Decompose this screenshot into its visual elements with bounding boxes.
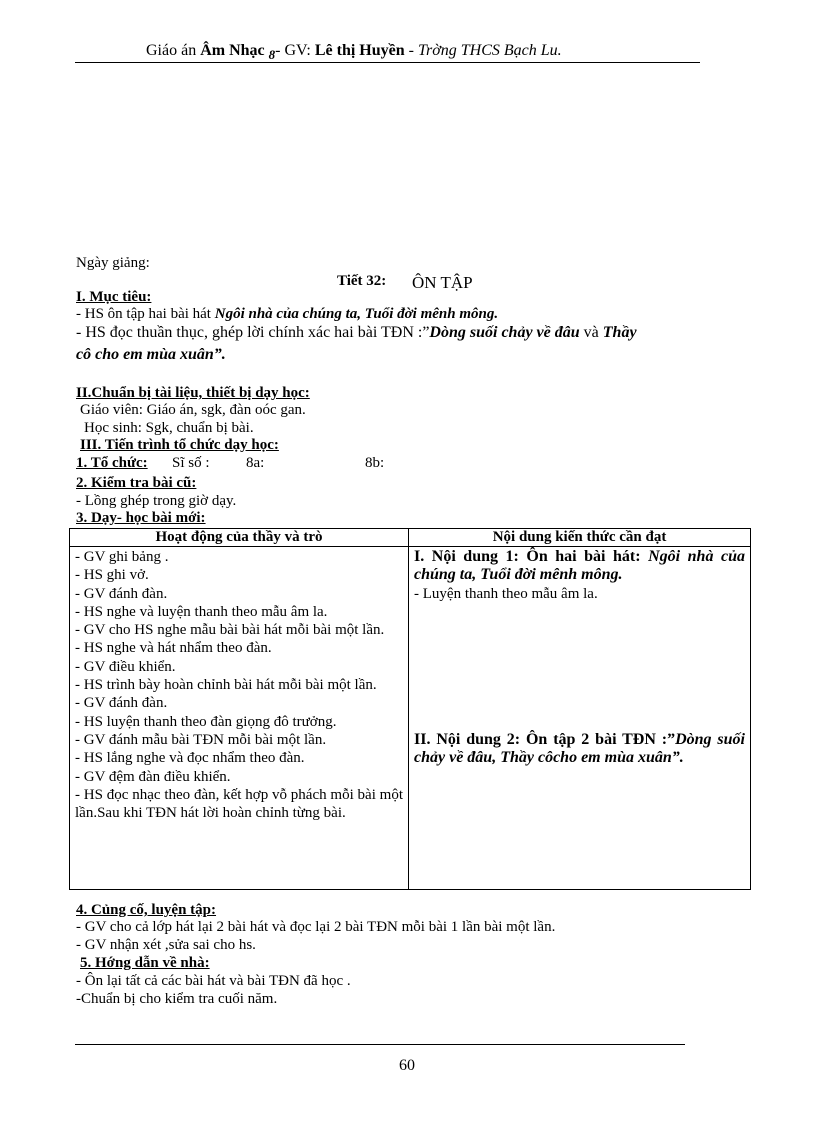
- consolidation-line-2: - GV nhận xét ,sửa sai cho hs.: [76, 937, 256, 953]
- class-8a: 8a:: [246, 455, 265, 471]
- table-body-row: [70, 547, 751, 890]
- table-header-row: [70, 529, 751, 547]
- activities-cell: [70, 547, 409, 890]
- header-subject: Âm Nhạc: [200, 42, 265, 59]
- activity-item: - GV cho HS nghe mẫu bài bài hát mỗi bài một lần.: [75, 622, 385, 639]
- objective-line-1: - HS ôn tập hai bài hát Ngôi nhà của chúng ta, Tuổi đời mênh mông.: [76, 306, 499, 322]
- activity-item: - HS nghe và luyện thanh theo mẫu âm la.: [75, 603, 328, 620]
- lesson-title: ÔN TẬP: [412, 273, 473, 292]
- activity-item: - GV đệm đàn điều khiển.: [75, 768, 231, 785]
- activity-item: - HS luyện thanh theo đàn giọng đô trưởng.: [75, 713, 337, 730]
- homework-line-1: - Ôn lại tất cả các bài hát và bài TĐN đã học .: [76, 973, 351, 989]
- lesson-number: Tiết 32:: [337, 273, 387, 289]
- check-text: - Lồng ghép trong giờ dạy.: [76, 493, 237, 509]
- col-header-content: Nội dung kiến thức cần đạt: [409, 529, 751, 547]
- page-number: 60: [399, 1057, 415, 1074]
- organization-label: 1. Tổ chức:: [76, 455, 148, 471]
- content-1: I. Nội dung 1: Ôn hai bài hát: Ngôi nhà của chúng ta, Tuổi đời mênh mông.: [414, 548, 745, 584]
- col-header-activities: Hoạt động của thầy và trò: [70, 529, 409, 547]
- new-lesson-heading: 3. Dạy- học bài mới:: [76, 510, 206, 526]
- objectives-heading: I. Mục tiêu:: [76, 289, 152, 305]
- activity-item: - HS đọc nhạc theo đàn, kết hợp vỗ phách mỗi bài một lần.Sau khi TĐN hát lời hoàn chỉnh từng bài.: [75, 786, 403, 822]
- siso-label: Sĩ số :: [172, 455, 210, 471]
- consolidation-line-1: - GV cho cả lớp hát lại 2 bài hát và đọc lại 2 bài TĐN mỗi bài 1 lần bài một lần.: [76, 919, 556, 935]
- activity-item: - GV đánh đàn.: [75, 695, 168, 712]
- content-1-item: - Luyện thanh theo mẫu âm la.: [414, 585, 598, 602]
- content-cell: [409, 547, 751, 890]
- header-gv-label: - GV:: [275, 42, 315, 59]
- homework-line-2: -Chuẩn bị cho kiểm tra cuối năm.: [76, 991, 278, 1007]
- process-heading: III. Tiến trình tổ chức dạy học:: [80, 437, 279, 453]
- consolidation-heading: 4. Củng cố, luyện tập:: [76, 902, 217, 918]
- header-grade: 8: [268, 47, 276, 62]
- lesson-table: [69, 528, 751, 890]
- content-2: II. Nội dung 2: Ôn tập 2 bài TĐN :”Dòng suối chảy về đâu, Thầy côcho em mùa xuân”.: [414, 730, 745, 767]
- objective-line-3: cô cho em mùa xuân”.: [76, 346, 226, 363]
- preparation-teacher: Giáo viên: Giáo án, sgk, đàn oóc gan.: [80, 402, 306, 418]
- activity-item: - HS nghe và hát nhẩm theo đàn.: [75, 640, 272, 657]
- homework-heading: 5. Hớng dẫn về nhà:: [80, 955, 210, 971]
- preparation-heading: II.Chuẩn bị tài liệu, thiết bị dạy học:: [76, 385, 310, 401]
- date-label: Ngày giảng:: [76, 255, 150, 271]
- activity-item: - HS lắng nghe và đọc nhẩm theo đàn.: [75, 750, 305, 767]
- activity-item: - HS trình bày hoàn chỉnh bài hát mỗi bài một lần.: [75, 677, 377, 694]
- header-teacher: Lê thị Huyền: [314, 42, 405, 59]
- header-prefix: Giáo án: [146, 42, 201, 59]
- preparation-student: Học sinh: Sgk, chuẩn bị bài.: [84, 420, 254, 436]
- activity-item: - GV đánh đàn.: [75, 585, 168, 602]
- header-school: - Trờng THCS Bạch Lu.: [404, 42, 562, 59]
- page-header: [146, 42, 562, 60]
- class-8b: 8b:: [365, 455, 385, 471]
- header-rule: [75, 62, 700, 63]
- objective-line-2: - HS đọc thuần thục, ghép lời chính xác hai bài TĐN :”Dòng suối chảy về đâu và Thầy: [76, 324, 637, 341]
- activity-item: - GV điều khiển.: [75, 658, 176, 675]
- activity-item: - GV ghi bảng .: [75, 549, 169, 565]
- check-heading: 2. Kiểm tra bài cũ:: [76, 475, 197, 491]
- activity-item: - HS ghi vở.: [75, 567, 149, 584]
- activity-item: - GV đánh mẫu bài TĐN mỗi bài một lần.: [75, 731, 327, 748]
- footer-rule: [75, 1044, 685, 1045]
